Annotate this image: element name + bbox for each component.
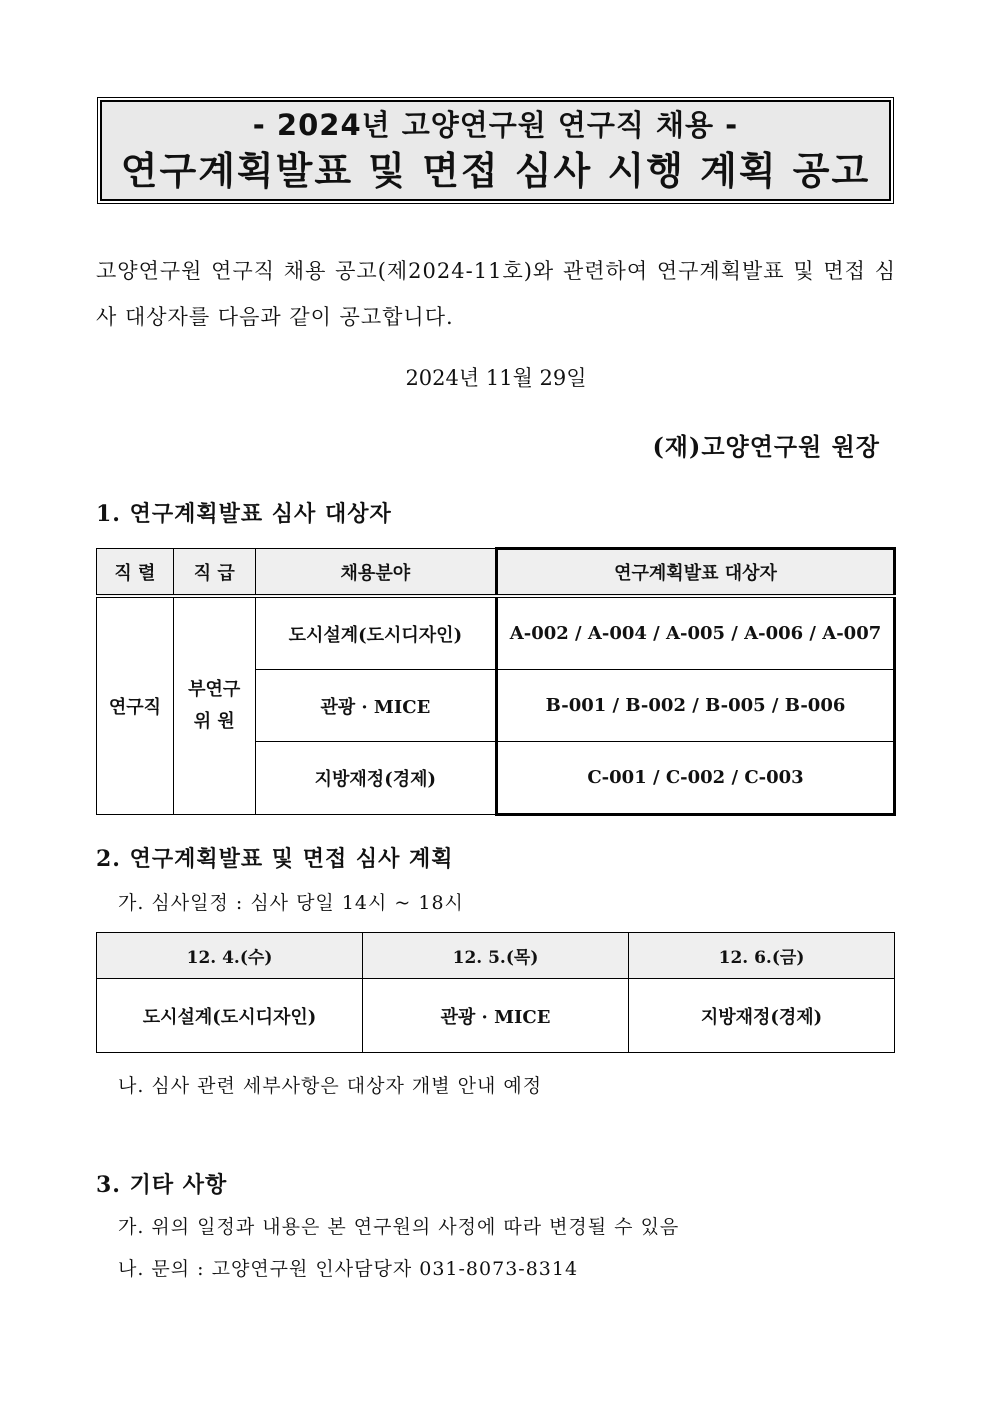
schedule-field-cell: 지방재정(경제) <box>629 979 895 1053</box>
table-row <box>97 596 895 670</box>
page-title: 연구계획발표 및 면접 심사 시행 계획 공고 <box>120 148 871 193</box>
series-cell: 연구직 <box>97 596 174 815</box>
grade-cell: 부연구 위 원 <box>173 596 255 815</box>
header-grade: 직 급 <box>173 549 255 597</box>
table-header-row <box>97 549 895 597</box>
targets-cell: A-002 / A-004 / A-005 / A-006 / A-007 <box>497 596 895 670</box>
targets-cell: C-001 / C-002 / C-003 <box>497 742 895 815</box>
header-targets: 연구계획발표 대상자 <box>497 549 895 597</box>
announcement-date: 2024년 11월 29일 <box>405 366 587 390</box>
change-notice: 가. 위의 일정과 내용은 본 연구원의 사정에 따라 변경될 수 있음 <box>118 1216 680 1238</box>
header-field: 채용분야 <box>255 549 496 597</box>
title-inner <box>100 100 891 201</box>
candidates-table <box>96 547 896 816</box>
date-cell: 12. 6.(금) <box>629 933 895 979</box>
schedule-item: 가. 심사일정 : 심사 당일 14시 ~ 18시 <box>118 892 464 914</box>
section2-heading: 2. 연구계획발표 및 면접 심사 계획 <box>96 846 454 872</box>
details-notice: 나. 심사 관련 세부사항은 대상자 개별 안내 예정 <box>118 1075 543 1097</box>
section3-heading: 3. 기타 사항 <box>96 1172 228 1198</box>
date-cell: 12. 5.(목) <box>363 933 629 979</box>
title-box <box>97 97 894 204</box>
intro-paragraph: 고양연구원 연구직 채용 공고(제2024-11호)와 관련하여 연구계획발표 및 면접 심사 대상자를 다음과 같이 공고합니다. <box>96 259 896 329</box>
schedule-table <box>96 932 895 1053</box>
date-cell: 12. 4.(수) <box>97 933 363 979</box>
issuing-organization: (재)고양연구원 원장 <box>652 432 880 461</box>
schedule-field-cell: 관광 · MICE <box>363 979 629 1053</box>
section1-heading: 1. 연구계획발표 심사 대상자 <box>96 501 392 527</box>
schedule-row <box>97 979 895 1053</box>
title-subheading: - 2024년 고양연구원 연구직 채용 - <box>252 107 739 142</box>
targets-cell: B-001 / B-002 / B-005 / B-006 <box>497 670 895 742</box>
field-cell: 도시설계(도시디자인) <box>255 596 496 670</box>
header-series: 직 렬 <box>97 549 174 597</box>
field-cell: 지방재정(경제) <box>255 742 496 815</box>
contact-info: 나. 문의 : 고양연구원 인사담당자 031-8073-8314 <box>118 1258 579 1280</box>
schedule-header-row <box>97 933 895 979</box>
schedule-field-cell: 도시설계(도시디자인) <box>97 979 363 1053</box>
field-cell: 관광 · MICE <box>255 670 496 742</box>
